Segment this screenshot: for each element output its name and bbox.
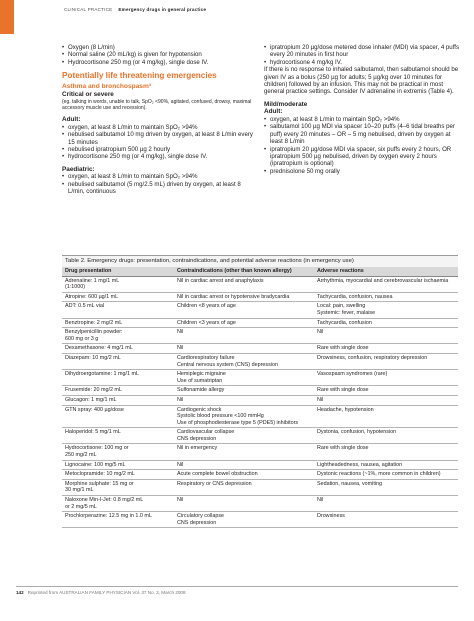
adverse-cell xyxy=(314,302,458,318)
adverse-cell-line: Drowsiness, confusion, respiratory depression xyxy=(317,354,428,361)
contraindication-cell-line: Circulatory collapse xyxy=(177,513,225,520)
drug-cell-line: Prochlorperazine: 12.5 mg in 1.0 mL xyxy=(65,513,152,520)
page-edge-tab xyxy=(0,0,14,34)
mild-adult-item: • prednisolone 50 mg orally xyxy=(264,168,460,175)
drug-cell xyxy=(62,353,174,369)
iv-salbutamol-paragraph: If there is no response to inhaled salbutamol, then salbutamol should be given IV as a bolus (250 µg for adults; 5 µg/kg over 10 minutes for children) followed by an infusion. This may not be practical in most general practice settings. Consider IV adrenaline in extremis (Table 4). xyxy=(264,66,459,96)
left-top-item: • Oxygen (8 L/min) xyxy=(62,44,258,51)
table-row xyxy=(62,395,458,405)
adverse-cell xyxy=(314,496,458,512)
table-row xyxy=(62,276,458,292)
table-row xyxy=(62,428,458,444)
table-row xyxy=(62,318,458,328)
drug-cell-line: Dihydroergotamine: 1 mg/1 mL xyxy=(65,371,140,378)
contraindication-cell xyxy=(174,470,314,480)
table-row xyxy=(62,370,458,386)
drug-cell-line: Benztropine: 2 mg/2 mL xyxy=(65,319,123,326)
contraindication-cell xyxy=(174,370,314,386)
paediatric-item: • oxygen, at least 8 L/min to maintain SpO₂ >94% xyxy=(62,173,258,180)
contraindication-cell-line: Nil in cardiac arrest or hypotensive bradycardia xyxy=(177,293,290,300)
footer-reference: Reprinted from AUSTRALIAN FAMILY PHYSICIAN Vol. 37 No. 3, March 2008 xyxy=(27,590,186,595)
contraindication-cell xyxy=(174,496,314,512)
adverse-cell-line: Local: pain, swelling xyxy=(317,303,366,310)
drug-cell xyxy=(62,276,174,292)
adverse-cell-line: Nil xyxy=(317,396,324,403)
asthma-heading: Asthma and bronchospasm³ xyxy=(62,83,152,91)
adverse-cell xyxy=(314,386,458,396)
table-row xyxy=(62,386,458,396)
contraindication-cell-line: Nil xyxy=(177,329,184,336)
header-section: CLINICAL PRACTICE xyxy=(64,7,113,12)
adverse-cell-line: Systemic: fever, malaise xyxy=(317,309,376,316)
table-row xyxy=(62,479,458,495)
drug-cell-line: 600 mg or 3 g xyxy=(65,335,99,342)
adverse-cell-line: Dystonia, confusion, hypotension xyxy=(317,429,397,436)
table-row xyxy=(62,444,458,460)
mild-moderate-heading: Mild/moderate xyxy=(264,100,308,108)
contraindication-cell xyxy=(174,512,314,528)
table-row xyxy=(62,512,458,528)
adverse-cell xyxy=(314,328,458,344)
contraindication-cell-line: Acute complete bowel obstruction xyxy=(177,471,258,478)
adverse-cell xyxy=(314,460,458,470)
right-top-item: • hydrocortisone 4 mg/kg IV. xyxy=(264,59,460,66)
contraindication-cell-line: Sulfonamide allergy xyxy=(177,387,225,394)
drug-cell-line: Adrenaline: 1 mg/1 mL xyxy=(65,277,120,284)
drug-cell-line: Hydrocortisone: 100 mg or xyxy=(65,445,129,452)
drug-cell xyxy=(62,479,174,495)
running-header xyxy=(64,7,206,12)
drug-cell-line: Glucagon: 1 mg/1 mL xyxy=(65,396,117,403)
drug-cell xyxy=(62,512,174,528)
contraindication-cell xyxy=(174,395,314,405)
contraindication-cell xyxy=(174,405,314,428)
drug-cell-line: ADT: 0.5 mL vial xyxy=(65,303,105,310)
paediatric-list xyxy=(62,173,258,195)
contraindication-cell xyxy=(174,428,314,444)
table-body xyxy=(62,276,458,528)
table-row xyxy=(62,470,458,480)
adult-item: • oxygen, at least 8 L/min to maintain SpO₂ >94% xyxy=(62,124,258,131)
adverse-cell-line: Drowsiness xyxy=(317,513,345,520)
left-top-item: • Normal saline (20 mL/kg) is given for hypotension xyxy=(62,51,258,58)
emergency-drugs-table xyxy=(62,255,458,528)
left-column xyxy=(62,44,258,196)
contraindication-cell xyxy=(174,328,314,344)
mild-adult-item: • salbutamol 100 µg MDI via spacer 10–20 puffs (4–6 tidal breaths per puff) every 20 minutes – OR – 5 mg nebulised, driven by oxygen at least 8 L/min xyxy=(264,123,460,145)
header-title: Emergency drugs in general practice xyxy=(118,7,207,12)
drug-cell xyxy=(62,460,174,470)
left-top-list xyxy=(62,44,258,66)
contraindication-cell-line: Cardiorespiratory failure xyxy=(177,354,235,361)
contraindication-cell-line: Children <3 years of age xyxy=(177,319,236,326)
contraindication-cell-line: Hemiplegic migraine xyxy=(177,371,226,378)
drug-cell xyxy=(62,395,174,405)
adverse-cell xyxy=(314,444,458,460)
footer-rule xyxy=(16,586,458,587)
adult-list xyxy=(62,124,258,161)
table-row xyxy=(62,328,458,344)
adverse-cell-line: Rare with single dose xyxy=(317,345,369,352)
table-row xyxy=(62,405,458,428)
contraindication-cell xyxy=(174,460,314,470)
contraindication-cell xyxy=(174,386,314,396)
adverse-cell-line: Sedation, nausea, vomiting xyxy=(317,480,383,487)
adverse-cell xyxy=(314,276,458,292)
col-header-drug: Drug presentation xyxy=(62,267,174,276)
contraindication-cell xyxy=(174,344,314,354)
adverse-cell xyxy=(314,370,458,386)
adverse-cell-line: Rare with single dose xyxy=(317,387,369,394)
drug-cell-line: Dexamethasone: 4 mg/1 mL xyxy=(65,345,133,352)
drug-cell xyxy=(62,405,174,428)
drug-cell xyxy=(62,318,174,328)
mild-adult-heading: Adult: xyxy=(264,108,283,116)
contraindication-cell-line: Nil xyxy=(177,461,184,468)
page-footer xyxy=(16,590,186,595)
page-number: 142 xyxy=(16,590,24,595)
drug-cell xyxy=(62,428,174,444)
adverse-cell xyxy=(314,428,458,444)
contraindication-cell-line: Nil xyxy=(177,497,184,504)
contraindication-cell xyxy=(174,292,314,302)
critical-description: (eg. talking in words, unable to talk, SpO₂ <90%, agitated, confused, drowsy, maximal accessory muscle use and recession). xyxy=(62,98,252,112)
drug-cell xyxy=(62,328,174,344)
section-heading: Potentially life threatening emergencies xyxy=(62,71,217,81)
contraindication-cell xyxy=(174,302,314,318)
drug-cell-line: Atropine: 600 µg/1 mL xyxy=(65,293,119,300)
adverse-cell-line: Headache, hypotension xyxy=(317,406,374,413)
drug-cell-line: or 2 mg/5 mL xyxy=(65,503,97,510)
contraindication-cell-line: Nil xyxy=(177,396,184,403)
contraindication-cell-line: CNS depression xyxy=(177,519,217,526)
adverse-cell-line: Vasospasm syndromes (rare) xyxy=(317,371,388,378)
adverse-cell xyxy=(314,395,458,405)
adverse-cell-line: Arrhythmia, myocardial and cerebrovascular ischaemia xyxy=(317,277,449,284)
adverse-cell xyxy=(314,344,458,354)
adverse-cell xyxy=(314,405,458,428)
drug-cell-line: 250 mg/2 mL xyxy=(65,452,97,459)
drug-cell xyxy=(62,496,174,512)
paediatric-item: • nebulised salbutamol (5 mg/2.5 mL) driven by oxygen, at least 8 L/min, continuous xyxy=(62,181,258,196)
contraindication-cell-line: Respiratory or CNS depression xyxy=(177,480,252,487)
contraindication-cell-line: CNS depression xyxy=(177,435,217,442)
adverse-cell-line: Tachycardia, confusion, nausea xyxy=(317,293,393,300)
drug-cell-line: Morphine sulphate: 15 mg or xyxy=(65,480,134,487)
drug-cell-line: GTN spray: 400 µg/dose xyxy=(65,406,124,413)
critical-heading: Critical or severe xyxy=(62,91,114,99)
table-row xyxy=(62,302,458,318)
adverse-cell xyxy=(314,512,458,528)
contraindication-cell xyxy=(174,479,314,495)
drug-cell xyxy=(62,292,174,302)
contraindication-cell-line: Cardiovascular collapse xyxy=(177,429,235,436)
contraindication-cell-line: Use of phosphodiesterase type 5 (PDE5) inhibitors xyxy=(177,419,299,426)
table-row xyxy=(62,344,458,354)
right-top-item: • ipratropium 20 µg/dose metered dose inhaler (MDI) via spacer, 4 puffs every 20 minutes in first hour xyxy=(264,44,460,59)
table-title: Table 2. Emergency drugs: presentation, contraindications, and potential adverse reactions (in emergency use) xyxy=(62,255,458,267)
adverse-cell xyxy=(314,292,458,302)
adverse-cell xyxy=(314,318,458,328)
drug-cell-line: Frusemide: 20 mg/2 mL xyxy=(65,387,122,394)
contraindication-cell-line: Nil xyxy=(177,345,184,352)
adult-heading: Adult: xyxy=(62,116,81,124)
table-header-row xyxy=(62,267,458,276)
table-row xyxy=(62,292,458,302)
drug-cell-line: Metoclopramide: 10 mg/2 mL xyxy=(65,471,135,478)
drug-cell-line: Lignocaine: 100 mg/5 mL xyxy=(65,461,126,468)
contraindication-cell xyxy=(174,444,314,460)
contraindication-cell xyxy=(174,276,314,292)
adverse-cell xyxy=(314,353,458,369)
adverse-cell xyxy=(314,479,458,495)
adverse-cell-line: Tachycardia, confusion xyxy=(317,319,372,326)
col-header-contraindications: Contraindications (other than known allergy) xyxy=(174,267,314,276)
contraindication-cell-line: Nil in cardiac arrest and anaphylaxis xyxy=(177,277,264,284)
mild-adult-item: • oxygen, at least 8 L/min to maintain SpO₂ >94% xyxy=(264,116,460,123)
adverse-cell-line: Nil xyxy=(317,497,324,504)
contraindication-cell xyxy=(174,353,314,369)
adverse-cell-line: Rare with single dose xyxy=(317,445,369,452)
table-row xyxy=(62,496,458,512)
adult-item: • nebulised ipratropium 500 µg 2 hourly xyxy=(62,146,258,153)
drug-cell xyxy=(62,386,174,396)
mild-adult-item: • ipratropium 20 µg/dose MDI via spacer, six puffs every 2 hours, OR ipratropium 500 µg nebulised, driven by oxygen every 2 hours (ipratropium is optional) xyxy=(264,146,460,168)
contraindication-cell-line: Children <8 years of age xyxy=(177,303,236,310)
paediatric-heading: Paediatric: xyxy=(62,165,95,173)
right-column xyxy=(264,44,460,175)
drug-cell-line: Diazepam: 10 mg/2 mL xyxy=(65,354,121,361)
adverse-cell xyxy=(314,470,458,480)
drug-cell xyxy=(62,444,174,460)
drug-cell xyxy=(62,302,174,318)
right-top-list xyxy=(264,44,460,66)
drug-cell-line: Naloxone Min-I-Jet: 0.8 mg/2 mL xyxy=(65,497,144,504)
contraindication-cell-line: Nil in emergency xyxy=(177,445,218,452)
col-header-adverse: Adverse reactions xyxy=(314,267,458,276)
adverse-cell-line: Nil xyxy=(317,329,324,336)
drug-cell xyxy=(62,370,174,386)
adult-item: • nebulised salbutamol 10 mg driven by oxygen, at least 8 L/min every 15 minutes xyxy=(62,131,258,146)
adverse-cell-line: Lightheadedness, nausea, agitation xyxy=(317,461,403,468)
drug-cell-line: Benzylpenicillin powder: xyxy=(65,329,123,336)
contraindication-cell-line: Cardiogenic shock xyxy=(177,406,222,413)
contraindication-cell-line: Use of sumatriptan xyxy=(177,377,223,384)
left-top-item: • Hydrocortisone 250 mg (or 4 mg/kg), single dose IV. xyxy=(62,59,258,66)
drug-cell-line: (1:1000) xyxy=(65,284,86,291)
contraindication-cell-line: Systolic blood pressure <100 mmHg xyxy=(177,413,264,420)
table-row xyxy=(62,460,458,470)
drug-cell xyxy=(62,344,174,354)
adult-item: • hydrocortisone 250 mg (or 4 mg/kg), single dose IV. xyxy=(62,153,258,160)
contraindication-cell xyxy=(174,318,314,328)
drug-cell xyxy=(62,470,174,480)
drug-cell-line: 30 mg/1 mL xyxy=(65,487,94,494)
adverse-cell-line: Dystonic reactions (~1%, more common in children) xyxy=(317,471,441,478)
drug-cell-line: Haloperidol: 5 mg/1 mL xyxy=(65,429,121,436)
contraindication-cell-line: Central nervous system (CNS) depression xyxy=(177,361,278,368)
mild-adult-list xyxy=(264,116,460,175)
table-row xyxy=(62,353,458,369)
